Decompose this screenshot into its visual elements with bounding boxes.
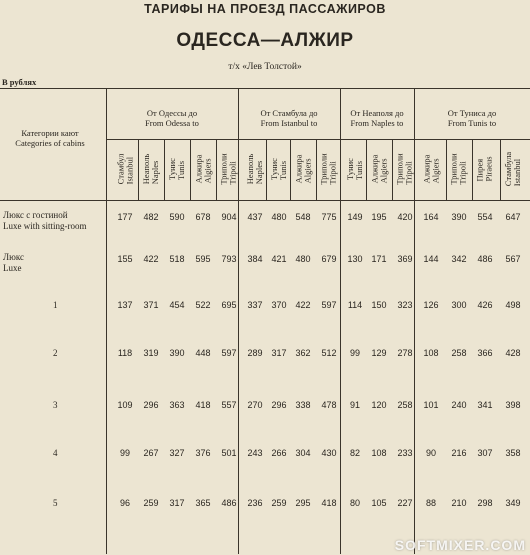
- column-header: [500, 141, 526, 197]
- fare-cell: 341: [477, 400, 493, 410]
- fare-cell: 597: [221, 348, 237, 358]
- fare-cell: 323: [397, 300, 413, 310]
- column-header: [392, 141, 418, 197]
- category-header: Категории кают Categories of cabins: [15, 128, 85, 148]
- fare-cell: 296: [143, 400, 159, 410]
- column-header: [112, 141, 138, 197]
- ship-name: т/х «Лев Толстой»: [228, 62, 302, 72]
- column-header-text: Тунис Tunis: [166, 158, 186, 180]
- fare-cell: 82: [349, 448, 360, 458]
- fare-cell: 236: [247, 498, 263, 508]
- group-label: От Стамбула до From Istanbul to: [260, 108, 318, 128]
- fare-cell: 129: [371, 348, 387, 358]
- fare-cell: 319: [143, 348, 159, 358]
- fare-cell: 210: [451, 498, 467, 508]
- column-header: [316, 141, 342, 197]
- fare-cell: 296: [271, 400, 287, 410]
- fare-cell: 304: [295, 448, 311, 458]
- row-category-label: 2: [53, 348, 58, 358]
- fare-cell: 478: [321, 400, 337, 410]
- fare-cell: 430: [321, 448, 337, 458]
- fare-cell: 384: [247, 254, 263, 264]
- fare-cell: 522: [195, 300, 211, 310]
- fare-cell: 501: [221, 448, 237, 458]
- column-header: [216, 141, 242, 197]
- fare-cell: 270: [247, 400, 263, 410]
- column-header: [366, 141, 392, 197]
- fare-cell: 317: [169, 498, 185, 508]
- column-header-text: Алжира Algiers: [421, 154, 441, 184]
- column-header-text: Тунис Tunis: [344, 158, 364, 180]
- fare-cell: 149: [347, 212, 363, 222]
- fare-cell: 369: [397, 254, 413, 264]
- fare-cell: 243: [247, 448, 263, 458]
- fare-cell: 144: [423, 254, 439, 264]
- fare-cell: 793: [221, 254, 237, 264]
- watermark: SOFTMIXER.COM: [394, 537, 526, 553]
- fare-cell: 177: [117, 212, 133, 222]
- fare-cell: 307: [477, 448, 493, 458]
- fare-cell: 597: [321, 300, 337, 310]
- currency-unit: В рублях: [2, 77, 37, 87]
- fare-cell: 342: [451, 254, 467, 264]
- fare-cell: 108: [371, 448, 387, 458]
- column-header-text: Неаполь Naples: [141, 153, 161, 185]
- fare-cell: 554: [477, 212, 493, 222]
- table-top-rule: [0, 88, 530, 89]
- fare-cell: 437: [247, 212, 263, 222]
- fare-cell: 590: [169, 212, 185, 222]
- fare-cell: 327: [169, 448, 185, 458]
- fare-cell: 195: [371, 212, 387, 222]
- group-label: От Неаполя до From Naples to: [350, 108, 404, 128]
- fare-cell: 298: [477, 498, 493, 508]
- fare-cell: 482: [143, 212, 159, 222]
- fare-cell: 679: [321, 254, 337, 264]
- group-split-rule: [106, 139, 530, 140]
- column-header: [164, 141, 190, 197]
- fare-cell: 418: [321, 498, 337, 508]
- fare-cell: 454: [169, 300, 185, 310]
- fare-cell: 278: [397, 348, 413, 358]
- column-header-text: Триполи Tripoli: [449, 153, 468, 185]
- row-category-label: Люкс Luxe: [3, 252, 24, 273]
- fare-cell: 114: [347, 300, 363, 310]
- fare-cell: 376: [195, 448, 211, 458]
- fare-cell: 904: [221, 212, 237, 222]
- fare-cell: 422: [295, 300, 311, 310]
- fare-cell: 512: [321, 348, 337, 358]
- row-category-label: Люкс с гостиной Luxe with sitting-room: [3, 210, 87, 231]
- fare-cell: 390: [169, 348, 185, 358]
- fare-cell: 240: [451, 400, 467, 410]
- row-category-label: 1: [53, 300, 58, 310]
- fare-cell: 390: [451, 212, 467, 222]
- fare-cell: 258: [397, 400, 413, 410]
- fare-cell: 171: [371, 254, 387, 264]
- fare-cell: 233: [397, 448, 413, 458]
- fare-cell: 289: [247, 348, 263, 358]
- fare-cell: 448: [195, 348, 211, 358]
- fare-cell: 428: [505, 348, 521, 358]
- category-divider: [106, 88, 107, 554]
- fare-cell: 90: [425, 448, 436, 458]
- fare-cell: 426: [477, 300, 493, 310]
- column-header-text: Алжира Algiers: [369, 154, 389, 184]
- fare-cell: 126: [423, 300, 439, 310]
- fare-cell: 99: [349, 348, 360, 358]
- column-header-text: Стамбул Istanbul: [115, 153, 134, 185]
- tariff-title: ТАРИФЫ НА ПРОЕЗД ПАССАЖИРОВ: [144, 2, 386, 16]
- column-header: [266, 141, 292, 197]
- fare-cell: 101: [423, 400, 439, 410]
- fare-cell: 480: [295, 254, 311, 264]
- fare-cell: 362: [295, 348, 311, 358]
- fare-cell: 91: [349, 400, 360, 410]
- fare-cell: 108: [423, 348, 439, 358]
- fare-cell: 358: [505, 448, 521, 458]
- fare-cell: 227: [397, 498, 413, 508]
- fare-cell: 480: [271, 212, 287, 222]
- fare-cell: 130: [347, 254, 363, 264]
- fare-cell: 557: [221, 400, 237, 410]
- fare-cell: 371: [143, 300, 159, 310]
- group-label: От Туниса до From Tunis to: [447, 108, 497, 128]
- fare-cell: 267: [143, 448, 159, 458]
- fare-cell: 266: [271, 448, 287, 458]
- fare-cell: 105: [371, 498, 387, 508]
- fare-cell: 647: [505, 212, 521, 222]
- group-label: От Одессы до From Odessa to: [145, 108, 199, 128]
- row-category-label: 4: [53, 448, 58, 458]
- column-header-text: Триполи Tripoli: [395, 153, 414, 185]
- fare-cell: 486: [221, 498, 237, 508]
- fare-cell: 338: [295, 400, 311, 410]
- column-header-text: Стамбула Istanbul: [503, 151, 523, 187]
- column-header: [446, 141, 472, 197]
- fare-cell: 300: [451, 300, 467, 310]
- fare-cell: 518: [169, 254, 185, 264]
- fare-cell: 155: [117, 254, 133, 264]
- column-header-text: Триполи Tripoli: [319, 153, 338, 185]
- fare-cell: 317: [271, 348, 287, 358]
- fare-cell: 486: [477, 254, 493, 264]
- column-header: [472, 141, 498, 197]
- route-title: ОДЕССА—АЛЖИР: [176, 30, 354, 51]
- fare-cell: 418: [195, 400, 211, 410]
- column-header-text: Триполи Tripoli: [219, 153, 238, 185]
- fare-cell: 216: [451, 448, 467, 458]
- fare-cell: 118: [117, 348, 133, 358]
- fare-cell: 164: [423, 212, 439, 222]
- column-header: [190, 141, 216, 197]
- column-header: [290, 141, 316, 197]
- column-header: [418, 141, 444, 197]
- fare-cell: 88: [425, 498, 436, 508]
- fare-cell: 363: [169, 400, 185, 410]
- column-header-text: Пирея Piraeus: [475, 156, 494, 182]
- fare-cell: 259: [143, 498, 159, 508]
- fare-cell: 258: [451, 348, 467, 358]
- fare-cell: 80: [349, 498, 360, 508]
- row-category-label: 5: [53, 498, 58, 508]
- fare-cell: 595: [195, 254, 211, 264]
- column-header: [342, 141, 368, 197]
- column-header: [138, 141, 164, 197]
- fare-cell: 349: [505, 498, 521, 508]
- fare-cell: 370: [271, 300, 287, 310]
- fare-cell: 109: [117, 400, 133, 410]
- fare-cell: 421: [271, 254, 287, 264]
- fare-cell: 548: [295, 212, 311, 222]
- fare-cell: 150: [371, 300, 387, 310]
- fare-cell: 422: [143, 254, 159, 264]
- column-header-text: Тунис Tunis: [268, 158, 288, 180]
- fare-cell: 365: [195, 498, 211, 508]
- fare-cell: 398: [505, 400, 521, 410]
- fare-cell: 259: [271, 498, 287, 508]
- header-bottom-rule: [0, 200, 530, 201]
- fare-cell: 775: [321, 212, 337, 222]
- fare-cell: 337: [247, 300, 263, 310]
- fare-cell: 498: [505, 300, 521, 310]
- column-header-text: Алжира Algiers: [293, 154, 313, 184]
- fare-cell: 99: [119, 448, 130, 458]
- column-header: [242, 141, 268, 197]
- column-header-text: Алжира Algiers: [193, 154, 213, 184]
- fare-cell: 120: [371, 400, 387, 410]
- fare-cell: 366: [477, 348, 493, 358]
- fare-cell: 567: [505, 254, 521, 264]
- fare-cell: 96: [119, 498, 130, 508]
- row-category-label: 3: [53, 400, 58, 410]
- fare-cell: 678: [195, 212, 211, 222]
- fare-cell: 295: [295, 498, 311, 508]
- fare-cell: 137: [117, 300, 133, 310]
- fare-cell: 420: [397, 212, 413, 222]
- column-header-text: Неаполь Naples: [245, 153, 265, 185]
- fare-cell: 695: [221, 300, 237, 310]
